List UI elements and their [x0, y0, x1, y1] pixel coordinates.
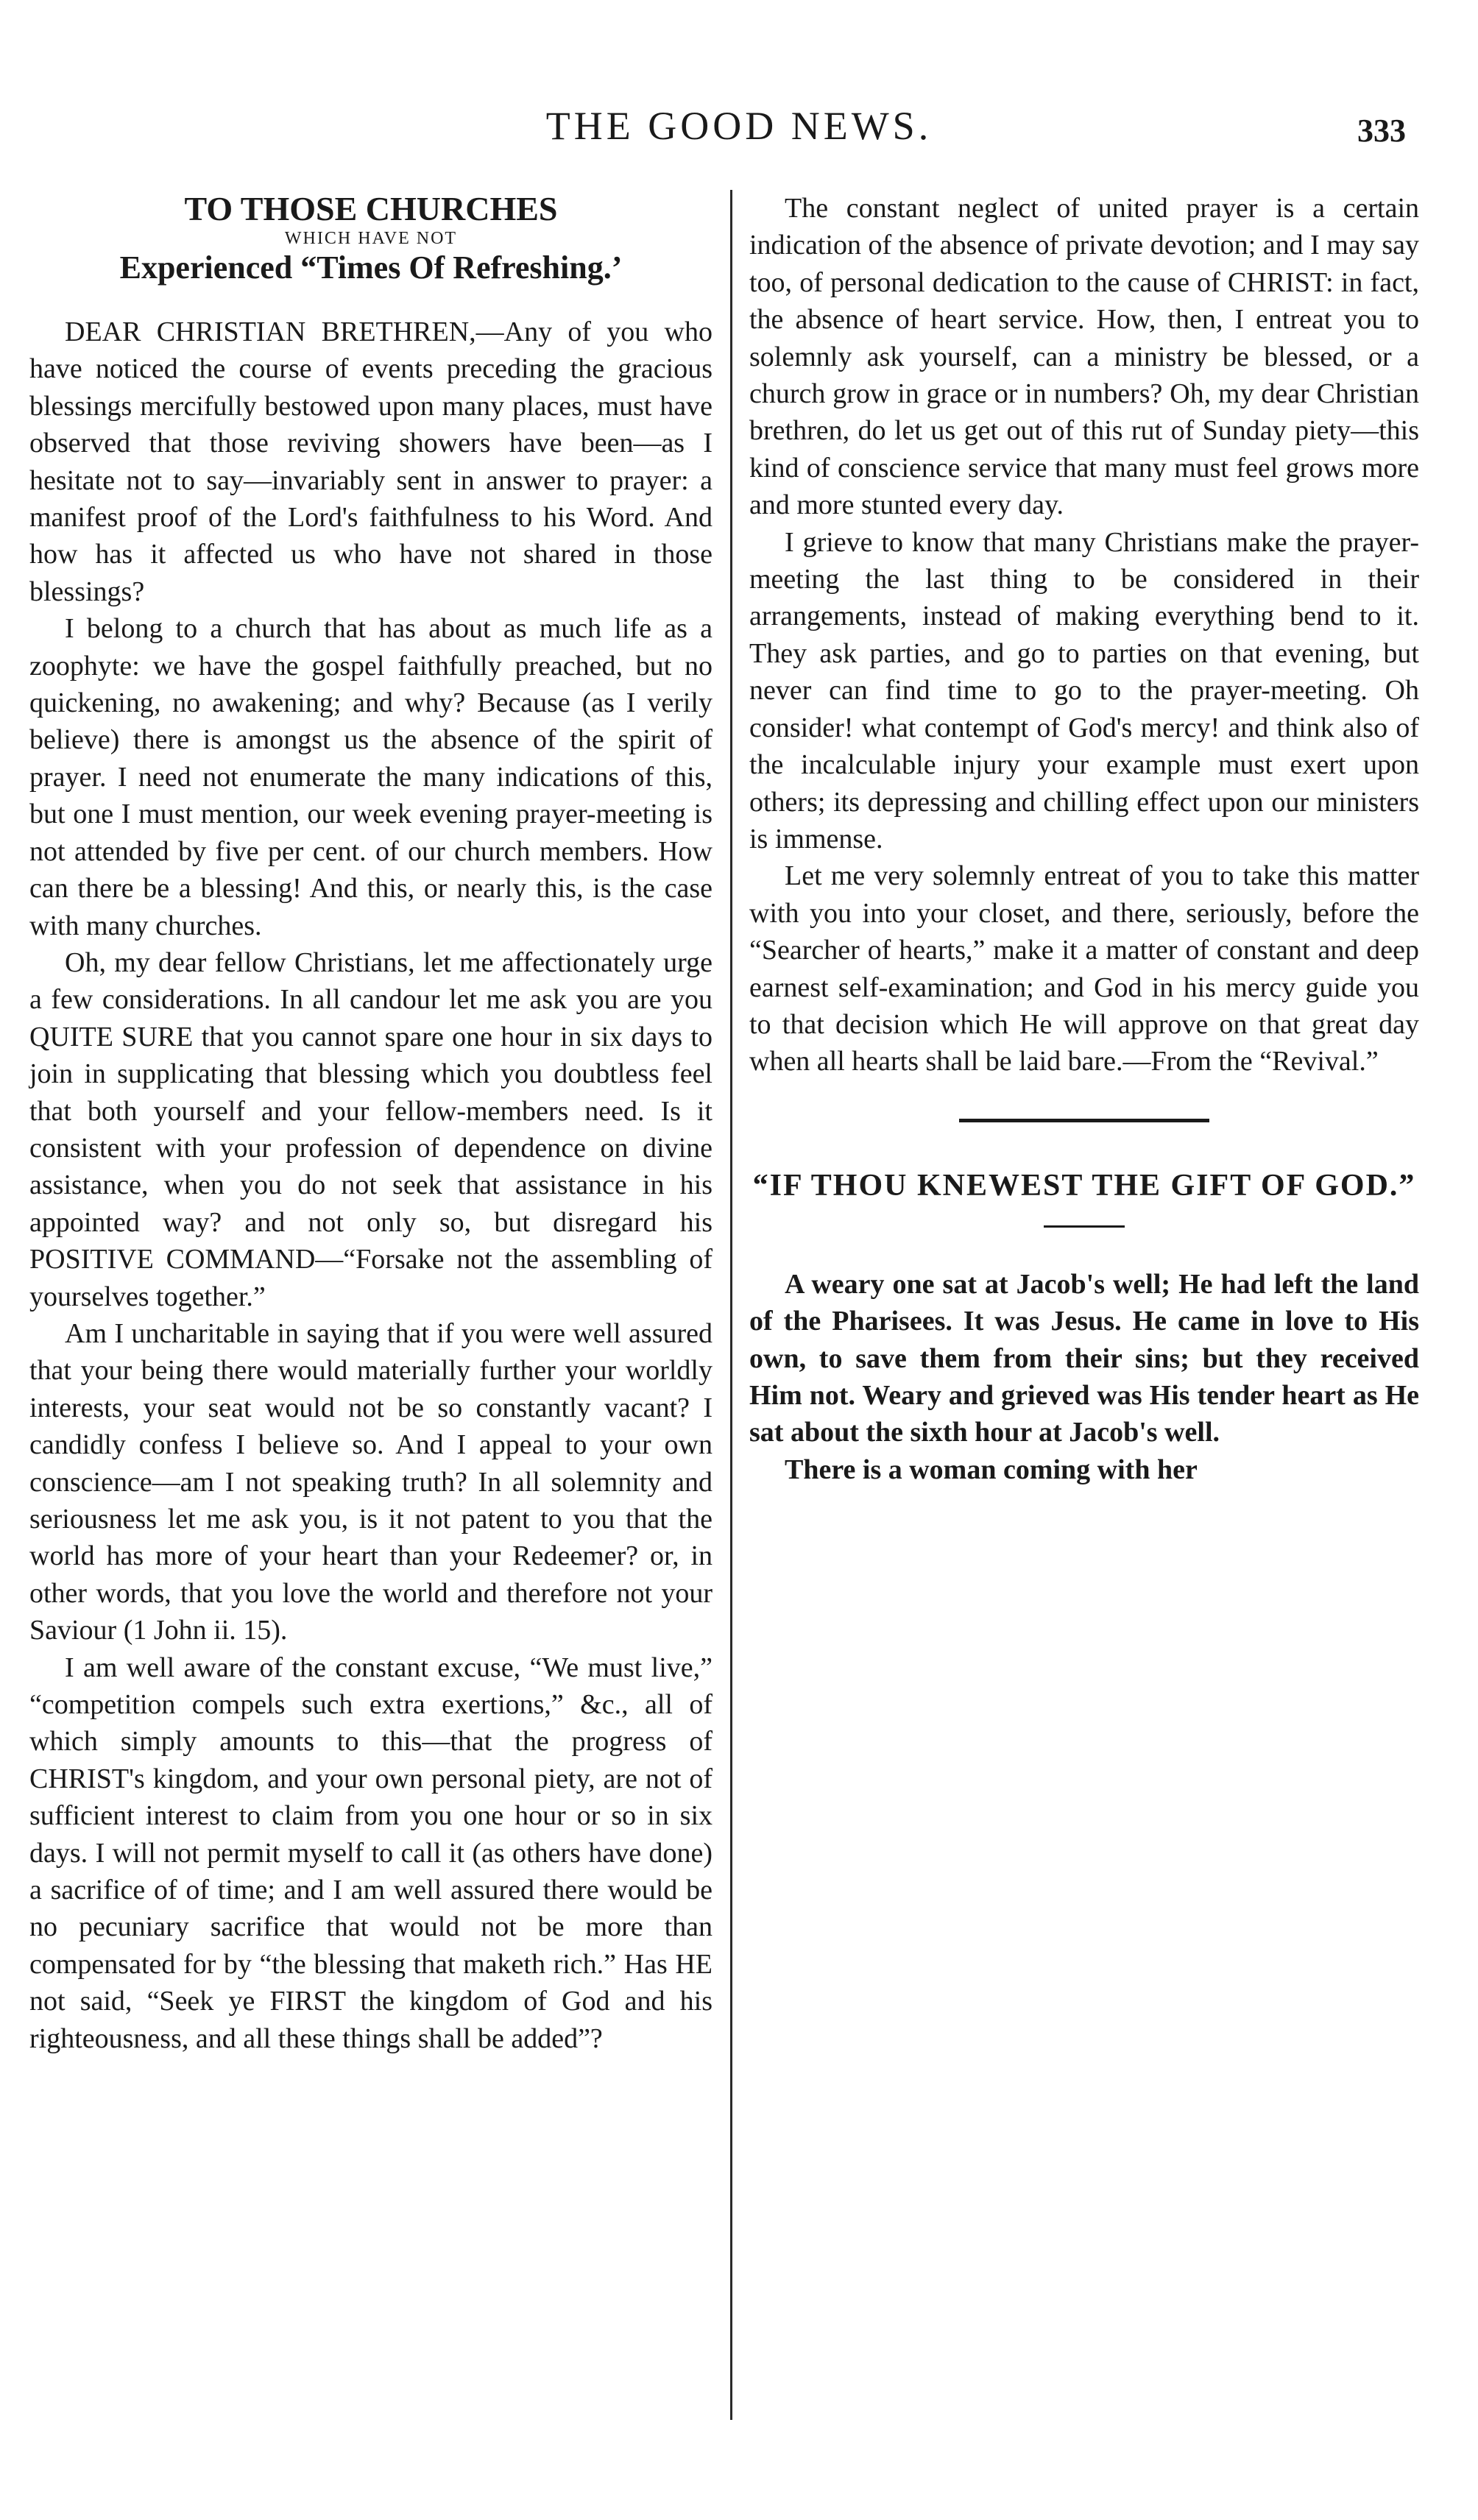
right-column — [749, 190, 1419, 1488]
article1-paragraph: Let me very solemnly entreat of you to take this matter with you into your closet, and there, seriously, before the “Searcher of hearts,” make it a matter of constant and deep earnest self-examination; and God in his mercy guide you to that decision which He will approve on that great day when all hearts shall be laid bare.—From the “Revival.” — [749, 860, 1419, 1077]
article1-title: TO THOSE CHURCHES — [184, 190, 558, 227]
title-rule — [1044, 1225, 1125, 1228]
article1-paragraph: Oh, my dear fellow Christians, let me affectionately urge a few considerations. In all candour let me ask you are you QUITE SURE that you cannot spare one hour in six days to join in supplicating that blessing which you doubtless feel that both yourself and your fellow-members need. Is it consistent with your profession of dependence on divine assistance, when you do not seek that assistance in his appointed way? and not only so, but disregard his POSITIVE COMMAND—“Forsake not the assembling of yourselves together.” — [29, 946, 713, 1312]
article2-paragraph: A weary one sat at Jacob's well; He had left the land of the Pharisees. It was Jesus. He came in love to His own, to save them from their sins; but they received Him not. Weary and grieved was His tender heart as He sat about the sixth hour at Jacob's well. — [749, 1268, 1419, 1448]
article1-paragraph: I belong to a church that has about as much life as a zoophyte: we have the gospel faithfully preached, but no quickening, no awakening; and why? Because (as I verily believe) there is amongst us the absence of the spirit of prayer. I need not enumerate the many indications of this, but one I must mention, our week evening prayer-meeting is not attended by five per cent. of our church members. How can there be a blessing! And this, or nearly this, is the case with many churches. — [29, 613, 713, 941]
article1-title-line2: WHICH HAVE NOT — [284, 229, 458, 248]
article1-paragraph: I am well aware of the constant excuse, “We must live,” “competition compels such extra exertions,” &c., all of which simply amounts to this—that the progress of CHRIST's kingdom, and your own personal piety, are not of sufficient interest to claim from you one hour or so in six days. I will not permit myself to call it (as others have done) a sacrifice of of time; and I am well assured there would be no pecuniary sacrifice that would not be more than compensated for by “the blessing that maketh rich.” Has HE not said, “Seek ye FIRST the kingdom of God and his righteousness, and all these things shall be added”? — [29, 1652, 713, 2054]
article1-subtitle: Experienced “Times Of Refreshing.’ — [119, 249, 623, 286]
left-column — [29, 190, 713, 2057]
column-divider — [730, 190, 732, 2420]
running-title: THE GOOD NEWS. — [545, 104, 933, 148]
article1-paragraph: Am I uncharitable in saying that if you were well assured that your being there would materially further your worldly interests, your seat would not be so constantly vacant? I candidly confess I believe so. And I appeal to your own conscience—am I not speaking truth? In all solemnity and seriousness let me ask you, is it not patent to you that the world has more of your heart than your Redeemer? or, in other words, that you love the world and therefore not your Saviour (1 John ii. 15). — [29, 1317, 713, 1646]
page-number: 333 — [1357, 113, 1406, 149]
article1-paragraph: The constant neglect of united prayer is a certain indication of the absence of private devotion; and I may say too, of personal dedication to the cause of CHRIST: in fact, the absence of heart service. How, then, I entreat you to solemnly ask yourself, can a ministry be blessed, or a church grow in grace or in numbers? Oh, my dear Christian brethren, do let us get out of this rut of Sunday piety—this kind of conscience service that many must feel grows more and more stunted every day. — [749, 193, 1419, 521]
article2-title: “IF THOU KNEWEST THE GIFT OF GOD.” — [752, 1168, 1416, 1203]
article1-paragraph: I grieve to know that many Christians make the prayer-meeting the last thing to be considered in their arrangements, instead of making everything bend to it. They ask parties, and go to parties on that evening, but never can find time to go to the prayer-meeting. Oh consider! what contempt of God's mercy! and think also of the incalculable injury your example must exert upon others; its depressing and chilling effect upon our ministers is immense. — [749, 526, 1419, 854]
article1-paragraph: DEAR CHRISTIAN BRETHREN,—Any of you who have noticed the course of events preceding the gracious blessings mercifully bestowed upon many places, must have observed that those reviving showers have been—as I hesitate not to say—invariably sent in answer to prayer: a manifest proof of the Lord's faithfulness to his Word. And how has it affected us who have not shared in those blessings? — [29, 316, 713, 607]
ornamental-divider — [959, 1119, 1209, 1122]
article2-body — [749, 1266, 1419, 1488]
article2-paragraph: There is a woman coming with her — [785, 1454, 1198, 1485]
